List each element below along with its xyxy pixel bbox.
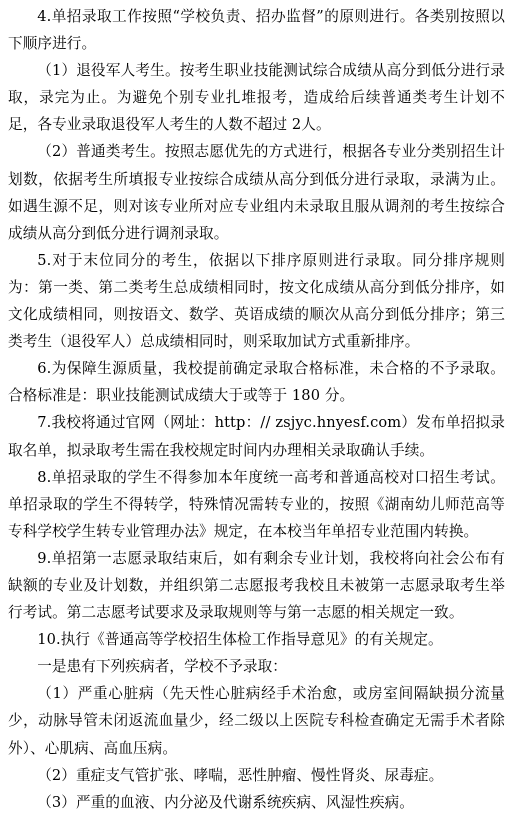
paragraph-rule-6: 6.为保障生源质量，我校提前确定录取合格标准，未合格的不予录取。合格标准是：职业技能测试成绩大于或等于 180 分。 xyxy=(8,360,505,405)
paragraph-disease-3: （3）严重的血液、内分泌及代谢系统疾病、风湿性疾病。 xyxy=(37,793,414,811)
paragraph-rule-9: 9.单招第一志愿录取结束后，如有剩余专业计划，我校将向社会公布有缺额的专业及计划数，并组织第二志愿报考我校且未被第一志愿录取考生举行考试。第二志愿考试要求及录取规则等与第一志愿的相关规定一致。 xyxy=(8,549,505,622)
paragraph-regular-candidates: （2）普通类考生。按照志愿优先的方式进行，根据各专业分类别招生计划数，依据考生所填报专业按综合成绩从高分到低分进行录取，录满为止。如遇生源不足，则对该专业所对应专业组内未录取且服从调剂的考生按综合成绩从高分到低分进行调剂录取。 xyxy=(8,143,505,242)
paragraph-rule-7: 7.我校将通过官网（网址：http：// zsjyc.hnyesf.com）发布单招拟录取名单，拟录取考生需在我校规定时间内办理相关录取确认手续。 xyxy=(8,414,505,459)
paragraph-disease-1: （1）严重心脏病（先天性心脏病经手术治愈，或房室间隔缺损分流量少，动脉导管未闭返流血量少，经二级以上医院专科检查确定无需手术者除外）、心肌病、高血压病。 xyxy=(8,685,505,757)
paragraph-rule-8: 8.单招录取的学生不得参加本年度统一高考和普通高校对口招生考试。单招录取的学生不得转学，特殊情况需转专业的，按照《湖南幼儿师范高等专科学校学生转专业管理办法》规定，在本校当年单招专业范围内转换。 xyxy=(8,468,505,540)
paragraph-rule-4: 4.单招录取工作按照“学校负责、招办监督”的原则进行。各类别按照以下顺序进行。 xyxy=(8,8,505,53)
paragraph-diseases-intro: 一是患有下列疾病者，学校不予录取： xyxy=(37,658,287,676)
paragraph-rule-10: 10.执行《普通高等学校招生体检工作指导意见》的有关规定。 xyxy=(37,631,443,649)
paragraph-veteran-candidates: （1）退役军人考生。按考生职业技能测试综合成绩从高分到低分进行录取，录完为止。为避免个别专业扎堆报考，造成给后续普通类考生计划不足，各专业录取退役军人考生的人数不超过 2人。 xyxy=(8,62,505,134)
paragraph-disease-2: （2）重症支气管扩张、哮喘，恶性肿瘤、慢性肾炎、尿毒症。 xyxy=(37,766,444,784)
paragraph-rule-5: 5.对于末位同分的考生，依据以下排序原则进行录取。同分排序规则为：第一类、第二类考生总成绩相同时，按文化成绩从高分到低分排序，如文化成绩相同，则按语文、数学、英语成绩的顺次从高分到低分排序；第三类考生（退役军人）总成绩相同时，则采取加试方式重新排序。 xyxy=(8,251,505,351)
